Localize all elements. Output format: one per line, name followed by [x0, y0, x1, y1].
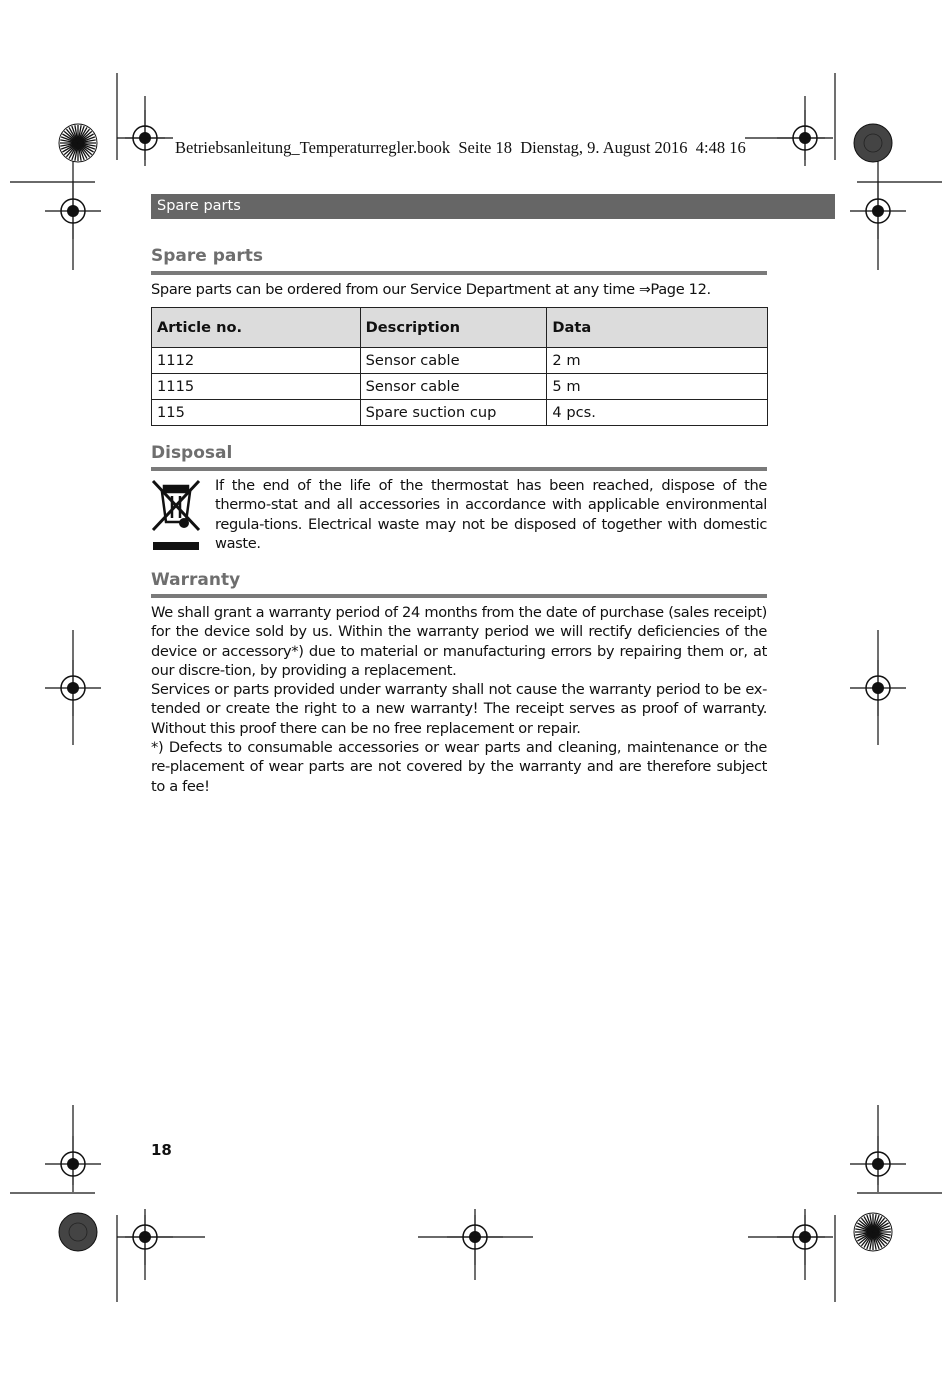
warranty-heading: Warranty: [151, 570, 241, 590]
header-description: Description: [360, 308, 547, 348]
cell-description: Sensor cable: [360, 348, 547, 374]
table-row: [152, 374, 768, 400]
cell-article-no: 115: [152, 400, 361, 426]
spare-parts-table: [151, 307, 768, 426]
print-header: Betriebsanleitung_Temperaturregler.book Seite 18 Dienstag, 9. August 2016 4:48 16: [175, 138, 746, 157]
heading-rule: [151, 271, 767, 275]
warranty-text: [151, 603, 767, 796]
crossed-out-wheelie-bin-icon: [150, 478, 202, 552]
cell-article-no: 1112: [152, 348, 361, 374]
cell-data: 4 pcs.: [547, 400, 768, 426]
header-article-no: Article no.: [152, 308, 361, 348]
disposal-heading: Disposal: [151, 443, 233, 463]
table-row: [152, 400, 768, 426]
warranty-paragraph: *) Defects to consumable accessories or wear parts and cleaning, maintenance or the re-placement of wear parts are not covered by the warranty and are therefore subject to a fee!: [151, 739, 767, 795]
cell-article-no: 1115: [152, 374, 361, 400]
heading-rule: [151, 467, 767, 471]
warranty-paragraph: Services or parts provided under warranty shall not cause the warranty period to be ex-tended or create the right to a new warranty! The receipt serves as proof of warranty. Without this proof there can be no free replacement or repair.: [151, 681, 767, 737]
heading-rule: [151, 594, 767, 598]
spare-parts-intro: [151, 280, 767, 300]
disposal-text: If the end of the life of the thermostat has been reached, dispose of the thermo-stat and all accessories in accordance with applicable environmental regula-tions. Electrical waste may not be disposed of together with domestic waste.: [215, 477, 767, 552]
page-reference-link[interactable]: Page 12.: [650, 281, 711, 298]
section-band: Spare parts: [151, 194, 835, 219]
header-data: Data: [547, 308, 768, 348]
intro-text: Spare parts can be ordered from our Service Department at any time: [151, 281, 635, 298]
spare-parts-heading: Spare parts: [151, 246, 263, 266]
table-header-row: [152, 308, 768, 348]
cell-data: 5 m: [547, 374, 768, 400]
cell-data: 2 m: [547, 348, 768, 374]
table-row: [152, 348, 768, 374]
warranty-paragraph: We shall grant a warranty period of 24 months from the date of purchase (sales receipt) for the device sold by us. Within the warranty period we will rectify deficiencies of the device or accessory*) due to material or manufacturing errors by repairing them or, at our discre-tion, by providing a replacement.: [151, 604, 767, 679]
page-number: 18: [151, 1141, 172, 1159]
cell-description: Sensor cable: [360, 374, 547, 400]
arrow-right-icon: ⇒: [639, 282, 651, 298]
cell-description: Spare suction cup: [360, 400, 547, 426]
